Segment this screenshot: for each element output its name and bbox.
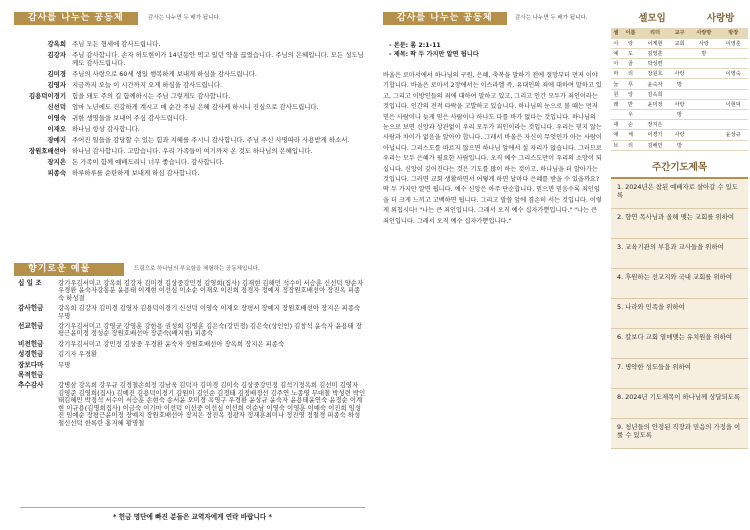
cell-value [689,59,718,69]
sermon-passage: - 본문: 롬 2:1-11 [389,42,441,49]
prayer-list [611,177,748,449]
cell-value: 방 [670,110,690,120]
right-column [611,10,748,449]
thanks-name: 이영숙 [47,114,66,122]
cell-value: 레 [611,99,621,109]
thanks-name: 장지은 [47,158,66,166]
cell-value: 우 [621,110,641,120]
cell-value: 방 [670,79,690,89]
cell-header: 리더 [640,28,669,38]
cell-value [689,140,718,150]
cell-row [611,89,748,99]
thanks-name: 김미경 [47,70,66,78]
thanks-name: 김영자 [47,81,66,89]
prayer-item: 4. 후원하는 선교지와 국내 교회를 위하여 [611,269,748,299]
cell-value: 김옥희 [640,89,669,99]
offering-item [14,305,366,320]
cell-value: 체 [621,130,641,140]
sermon-article: 바울은 로마서에서 하나님의 구원, 은혜, 축복을 말하기 전에 절망부터 먼저 이야기합니다. 바울은 로마서 2장에서는 이스라엘 즉, 유대인의 죄에 대하여 말하고 있고, 그리고 이방인들의 죄에 대하여 말하고 있고, 그리고 인간 모두가 죄인이라는 것입니다. 인간의 전적 타락을 고발하고 있습니다. 하나님의 눈으로 볼 때는 먼저 믿은 사람이나 늦게 믿은 사람이나 하나도 다를 바가 없다는 것입니다. 하나님의 눈으로 보면 신앙과 상관없이 우리 모두가 죄인이라는 것입니다. 우리는 믿지 않는 사람과 차이가 없음을 알아야 합니다. 그래서 바울은 자신이 무엇인가 아는 사람이 아닙니다. 그리스도를 따르지 않으면 하나님 앞에서 설 자리가 없습니다. 그러므로 우리는 모두 은혜가 필요한 사람입니다. 오직 예수 그리스도만이 우리의 소망이 되십니다. 신앙이 깊어진다는 것은 기도를 많이 하는 것이고, 하나님을 더 알아가는 것입니다. 그러면 교회 생활하면서 어떻게 하면 날마다 은혜를 받을 수 있을까요? 딱 두 가지만 알면 됩니다. 예수 신앙은 아주 단순합니다. 믿으면 믿음수록 죄인임을 더 크게 느끼고 고백하면 됩니다. 그리고 말씀 앞에 겸손히 서는 것입니다. 이렇게 외칩시다! "나는 큰 죄인입니다. 그래서 오직 예수 십자가뿐입니다." "나는 큰 죄인입니다. 그래서 오직 예수 십자가뿐입니다." [383,72,602,225]
cell-value [689,130,718,140]
cell-value: 도 [621,48,641,58]
thanks-item [14,125,366,133]
offering-type: 감사헌금 [18,304,44,313]
offering-names: 강기우김서미고 강옥희 김강자 김미경 김상중강민정 김영희(집사) 김재현 김해민 석수이 서승훈 신선덕 양순자 우경환 윤숙자강홍분 윤용태 이계현 이선심 이소순 이재오 이진희 정경자 정예지 정장원호배선아 장진옥 피종숙 하성결 [58,279,364,302]
cell-row [611,38,748,48]
cell-value: 앙 [621,89,641,99]
cell-value: 사랑 [670,130,690,140]
offering-type: 선교헌금 [18,322,44,331]
cell-value: 푸 [621,79,641,89]
thanks-item [14,40,366,48]
offering-names: 강기우김서미고 강민정 김상중 우경환 윤숙자 장원호배선아 장옥희 장지은 피종숙 [58,339,285,348]
thanks-name: 장원호배선아 [28,147,66,155]
offering-names: 김기자 우경환 [58,350,98,359]
offering-type: 십 일 조 [18,279,42,287]
offering-item [14,280,366,302]
cell-value: 사랑 [670,69,690,79]
offering-list [14,280,366,430]
cell-value: 아 [611,59,621,69]
cell-header: 방장 [719,28,748,38]
thanks-item [14,103,366,111]
cell-value: 김영훈 [640,48,669,58]
cell-value: 순 [621,120,641,130]
love-title: 사랑방 [706,13,735,24]
cell-header: 사랑방 [689,28,718,38]
thanks-text: 귀한 생명들을 보내어 주심 감사드립니다. [72,114,188,122]
cell-row [611,110,748,120]
cell-row [611,130,748,140]
cell-value [719,79,748,89]
cell-value: 박성련 [640,59,669,69]
cell-value: 반 [621,99,641,109]
cell-value: 윤상규 [719,130,748,140]
cell-value [670,59,690,69]
cell-value [719,89,748,99]
cell-value: 교회 [670,38,690,48]
offering-type: 추수감사 [18,381,44,390]
prayer-item: 5. 나라와 민족을 위하여 [611,299,748,329]
cell-value: 랑 [621,38,641,48]
cell-value [719,110,748,120]
cell-value: 예 [611,130,621,140]
offering-type: 장보다마 [18,360,44,369]
thanks-text: 힘을 돼도 주의 길 함께하시는 주님 그렇게도 감사합니다. [72,92,231,100]
thanks-name: 김강자 [47,51,66,59]
offering-type: 목적헌금 [18,371,44,380]
offering-header: 향기로운 예물 [14,263,124,276]
thanks-item [14,92,366,100]
cell-value [670,120,690,130]
cell-header: 교구 [670,28,690,38]
cell-value: 이계현 [640,38,669,48]
cell-title: 셀모임 [638,13,666,24]
mid-header: 감사를 나누는 공동체 [383,12,507,25]
cell-value: 이경기 [640,130,669,140]
thanks-name: 강옥희 [47,40,66,48]
thanks-header: 감사를 나누는 공동체 [14,12,138,25]
cell-header: 이름 [621,28,641,38]
thanks-text: 주님 감사합니다. 손자 허도현이가 14년동안 먹고 있던 약을 끊었습니다. 주님의 은혜입니다. 모든 성도님께도 감사드립니다. [72,51,364,67]
cell-value: 예 [611,48,621,58]
thanks-name: 피종숙 [47,169,66,177]
offering-names: 강옥희 김강자 김미경 김영자 김용덕이경기 신선덕 이영숙 이재오 장평서 장예지 장원호배선아 장지은 피종숙 무명 [58,304,361,320]
cell-value: 새 [611,120,621,130]
cell-row [611,69,748,79]
thanks-name: 장예지 [47,136,66,144]
offering-names: 무명 [58,360,71,369]
offering-item [14,351,366,358]
cell-row [611,79,748,89]
offering-item [14,382,366,426]
thanks-text: 주님 모든 형세에 감사드립니다. [72,40,161,48]
cell-value: 골 [621,59,641,69]
cell-value: 장원호 [640,69,669,79]
prayer-title: 주간기도제목 [651,161,708,173]
cell-value [719,140,748,150]
thanks-text: 주님의 사랑으로 60세 생일 행복하게 보내게 하심을 감사드립니다. [72,70,257,78]
offering-item [14,362,366,369]
thanks-item [14,147,366,155]
offering-names: 강기우김서미고 강영균 강영훈 강한용 권성희 김영훈 김은숙(강민정) 김은숙(상인인) 김창석 윤숙자 윤용태 장평근윤미정 정성순 장원호배선아 장준숙(배지현) 피종숙 [58,322,362,338]
thanks-name: 김용덕이경기 [28,92,66,100]
mid-note: 감사는 나누면 두 배가 됩니다. [515,15,588,21]
cell-value [611,110,621,120]
offering-item [14,341,366,348]
cell-value: 김해민 [640,140,669,150]
sermon-bullets [383,42,603,59]
thanks-note: 감사는 나누면 두 배가 됩니다. [148,15,221,21]
cell-value [689,89,718,99]
thanks-item [14,136,366,144]
thanks-text: 주어진 일들을 감당할 수 있는 힘과 지혜를 주시니 감사합니다. 주님 주신 사명따라 사용받게 하소서. [72,136,350,144]
cell-row [611,99,748,109]
prayer-item: 2. 향연 목사님과 올해 맺는 교회를 위하여 [611,209,748,239]
prayer-item: 7. 병약한 성도들을 위하여 [611,359,748,389]
cell-value [719,48,748,58]
sermon-column [383,32,603,227]
thanks-item [14,70,366,78]
prayer-item: 1. 2024년은 참된 예배자로 살아갈 수 있도록 [611,179,748,209]
prayer-item: 3. 교육기관의 부흥과 교사들을 위하여 [611,239,748,269]
thanks-item [14,114,366,122]
cell-value [689,69,718,79]
cell-value: 이영훈 [719,38,748,48]
cell-value: 사 [611,38,621,48]
cell-value [689,99,718,109]
cell-value: 원 [611,89,621,99]
cell-value [670,89,690,99]
cell-value: 윤숙자 [640,79,669,89]
offering-names: 강병삼 강옥희 강우규 김경철손희정 김남욱 김덕자 김미경 김미숙 김상중강민정 김석기정옥희 김선미 김영자 김영준 김영희(집사) 김예진 김용덕이경기 김원미 김인순 김정태 김정배정선 김주연 노종영 무대철 박성련 박인태김혜민 박정석 서수이 서승훈 손현숙 송서윤 오미경 옥영구 우경환 윤상규 윤숙자 윤용태윤연숙 윤정순 이계현 이규용(김명희집사) 이금숙 이기마 이선덕 이선중 이선심 이선희 이순남 이영숙 이영훈 이예숙 이진희 임성진 임예순 장평근윤미정 장예지 장원호배선아 장지은 장진옥 정광자 정재훈최미나 정진영 정철경 피종숙 하성철신선덕 한록란 홍지혜 황명철 [58,381,366,427]
prayer-item: 6. 칼보다 교회 열매맺는 유치원을 위하여 [611,329,748,359]
thanks-name: 이재오 [47,125,66,133]
thanks-text: 하나님 항상 감사합니다. [72,125,140,133]
cell-row [611,140,748,150]
offering-item [14,372,366,379]
thanks-text: 엄마 노년에도 건강하게 계시고 매 순간 주님 은혜 감사케 하시니 진심으로 감사드립니다. [72,103,319,111]
cell-value [670,48,690,58]
thanks-list [14,40,366,180]
cell-table [611,28,748,151]
offering-item [14,323,366,338]
thanks-item [14,81,366,89]
offering-type: 성경헌금 [18,350,44,359]
cell-value: 브 [611,140,621,150]
thanks-item [14,51,366,67]
footer-note: * 헌금 명단에 빠진 분들은 교역자에게 연락 바랍니다 * [20,507,365,521]
thanks-text: 지금까지 오늘 이 시간까지 오게 하심을 감사드립니다. [72,81,223,89]
cell-value: 이현덕 [719,99,748,109]
offering-note: 드림으로 하나님의 부요함을 체험하는 공동체입니다. [134,266,260,272]
cell-value [689,79,718,89]
cell-value: 사랑 [689,38,718,48]
offering-names [58,372,366,379]
cell-header: 셀 [611,28,621,38]
cell-value: 방 [689,48,718,58]
cell-value [719,120,748,130]
thanks-text: 하나님 감사합니다. 고맙습니다. 우리 가족들이 여기까지 온 것도 하나님의 은혜입니다. [72,147,313,155]
cell-value: 이영숙 [719,69,748,79]
thanks-text: 하루하루를 순탄하게 보내게 하심 감사합니다. [72,169,200,177]
offering-type: 비전헌금 [18,339,44,348]
cell-value [640,110,669,120]
cell-value: 마 [611,69,621,79]
sermon-title: - 제목: 딱 두 가지만 알면 됩니다 [389,50,479,58]
thanks-text: 돈 가족이 함께 예배드리니 너무 좋습니다. 감사합니다. [72,158,225,166]
prayer-item: 8. 2024년 기도제목이 하나님께 상달되도록 [611,389,748,419]
cell-value [689,120,718,130]
cell-value: 윤미정 [640,99,669,109]
cell-row [611,48,748,58]
thanks-item [14,169,366,177]
thanks-name: 신선덕 [47,103,66,111]
cell-value: 리 [621,140,641,150]
cell-value: 리 [621,69,641,79]
cell-row [611,120,748,130]
cell-value [689,110,718,120]
cell-value: 장지은 [640,120,669,130]
cell-value: 사랑 [670,99,690,109]
cell-row [611,59,748,69]
thanks-item [14,158,366,166]
cell-value: 방 [670,140,690,150]
cell-value: 늘 [611,79,621,89]
cell-value [719,59,748,69]
prayer-item: 9. 청년들의 안정된 직장과 믿음의 가정을 이룰 수 있도록 [611,419,748,449]
